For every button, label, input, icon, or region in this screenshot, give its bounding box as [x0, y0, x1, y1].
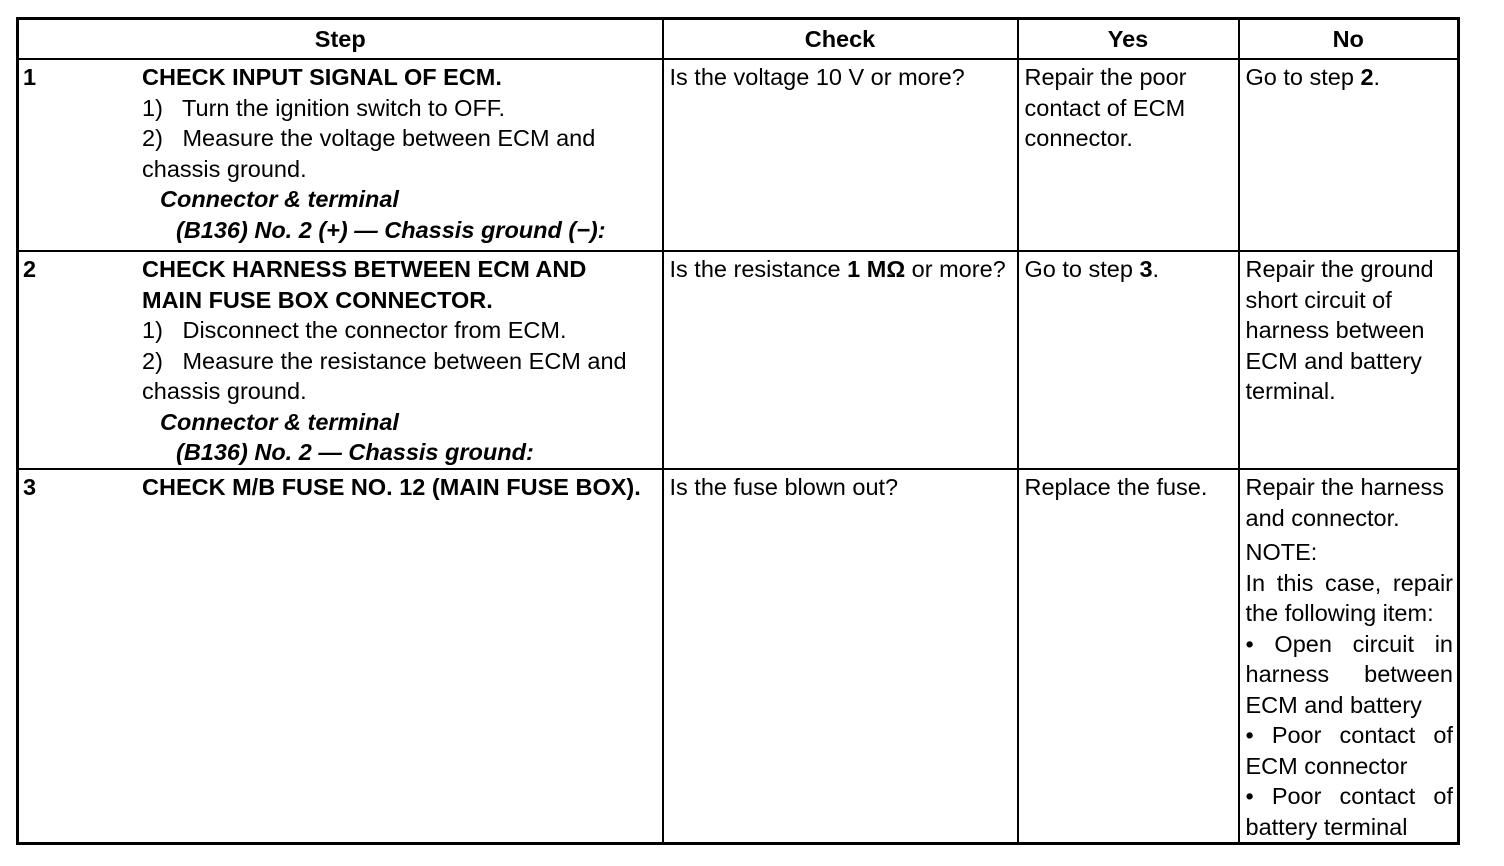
note-item: • Poor contact of battery terminal — [1245, 783, 1453, 840]
no-cell — [1239, 469, 1459, 844]
header-yes: Yes — [1018, 19, 1239, 60]
step-title: CHECK HARNESS BETWEEN ECM AND — [142, 256, 587, 282]
step-cell — [18, 469, 663, 844]
step-instruction: chassis ground. — [142, 155, 307, 182]
note-label: NOTE: — [1245, 539, 1318, 565]
check-text-suffix: or more? — [905, 256, 1006, 282]
step-title: CHECK INPUT SIGNAL OF ECM. — [142, 64, 502, 90]
step-title: MAIN FUSE BOX CONNECTOR. — [142, 286, 493, 313]
yes-text: Replace the fuse. — [1024, 474, 1208, 500]
yes-cell — [1018, 59, 1239, 251]
step-instruction: 1) Turn the ignition switch to OFF. — [142, 94, 506, 121]
header-check: Check — [663, 19, 1018, 60]
no-text: Repair the harness and connector. — [1245, 474, 1445, 531]
yes-text — [1019, 252, 1238, 285]
step-number: 3 — [23, 474, 37, 500]
step-reference: 3 — [1139, 256, 1153, 282]
yes-cell — [1018, 469, 1239, 844]
header-step: Step — [18, 19, 663, 60]
connector-value: (B136) No. 2 — Chassis ground: — [176, 439, 534, 465]
check-text: Is the fuse blown out? — [669, 474, 899, 500]
no-text-prefix: Go to step — [1245, 64, 1361, 90]
table-row — [18, 59, 1459, 251]
table-row — [18, 251, 1459, 469]
step-cell — [18, 59, 663, 251]
step-instruction: 1) Disconnect the connector from ECM. — [142, 317, 567, 343]
connector-label: Connector & terminal — [160, 408, 399, 435]
check-text-prefix: Is the resistance — [669, 256, 848, 282]
diagnostic-table — [16, 17, 1460, 845]
check-value: 1 MΩ — [847, 256, 906, 282]
step-number: 1 — [23, 64, 37, 90]
no-text: Repair the ground short circuit of harness between ECM and battery terminal. — [1245, 256, 1434, 404]
connector-value: (B136) No. 2 (+) — Chassis ground (−): — [176, 216, 606, 243]
check-cell — [663, 59, 1018, 251]
connector-label: Connector & terminal — [160, 186, 399, 212]
header-no: No — [1239, 19, 1459, 60]
no-text-suffix: . — [1373, 64, 1381, 90]
check-text — [664, 252, 1017, 285]
step-instruction: 2) Measure the resistance between ECM and — [142, 347, 627, 374]
note-item: • Open circuit in harness between ECM and battery — [1245, 630, 1453, 718]
yes-text-prefix: Go to step — [1024, 256, 1140, 282]
step-number: 2 — [23, 256, 37, 282]
yes-text-suffix: . — [1152, 256, 1160, 282]
check-cell — [663, 251, 1018, 469]
table-row — [18, 469, 1459, 844]
step-instruction: 2) Measure the voltage between ECM and — [142, 125, 596, 151]
step-cell — [18, 251, 663, 469]
step-title: CHECK M/B FUSE NO. 12 (MAIN FUSE BOX). — [142, 474, 641, 500]
no-cell — [1239, 59, 1459, 251]
no-cell — [1239, 251, 1459, 469]
yes-cell — [1018, 251, 1239, 469]
yes-text: Repair the poor contact of ECM connector. — [1024, 64, 1187, 151]
step-reference: 2 — [1360, 64, 1374, 90]
header-row — [18, 19, 1459, 60]
note-intro: In this case, repair the following item: — [1245, 569, 1453, 626]
no-text — [1240, 60, 1458, 93]
step-instruction: chassis ground. — [142, 378, 307, 404]
note-item: • Poor contact of ECM connector — [1245, 722, 1453, 779]
check-cell — [663, 469, 1018, 844]
check-text: Is the voltage 10 V or more? — [669, 64, 965, 90]
